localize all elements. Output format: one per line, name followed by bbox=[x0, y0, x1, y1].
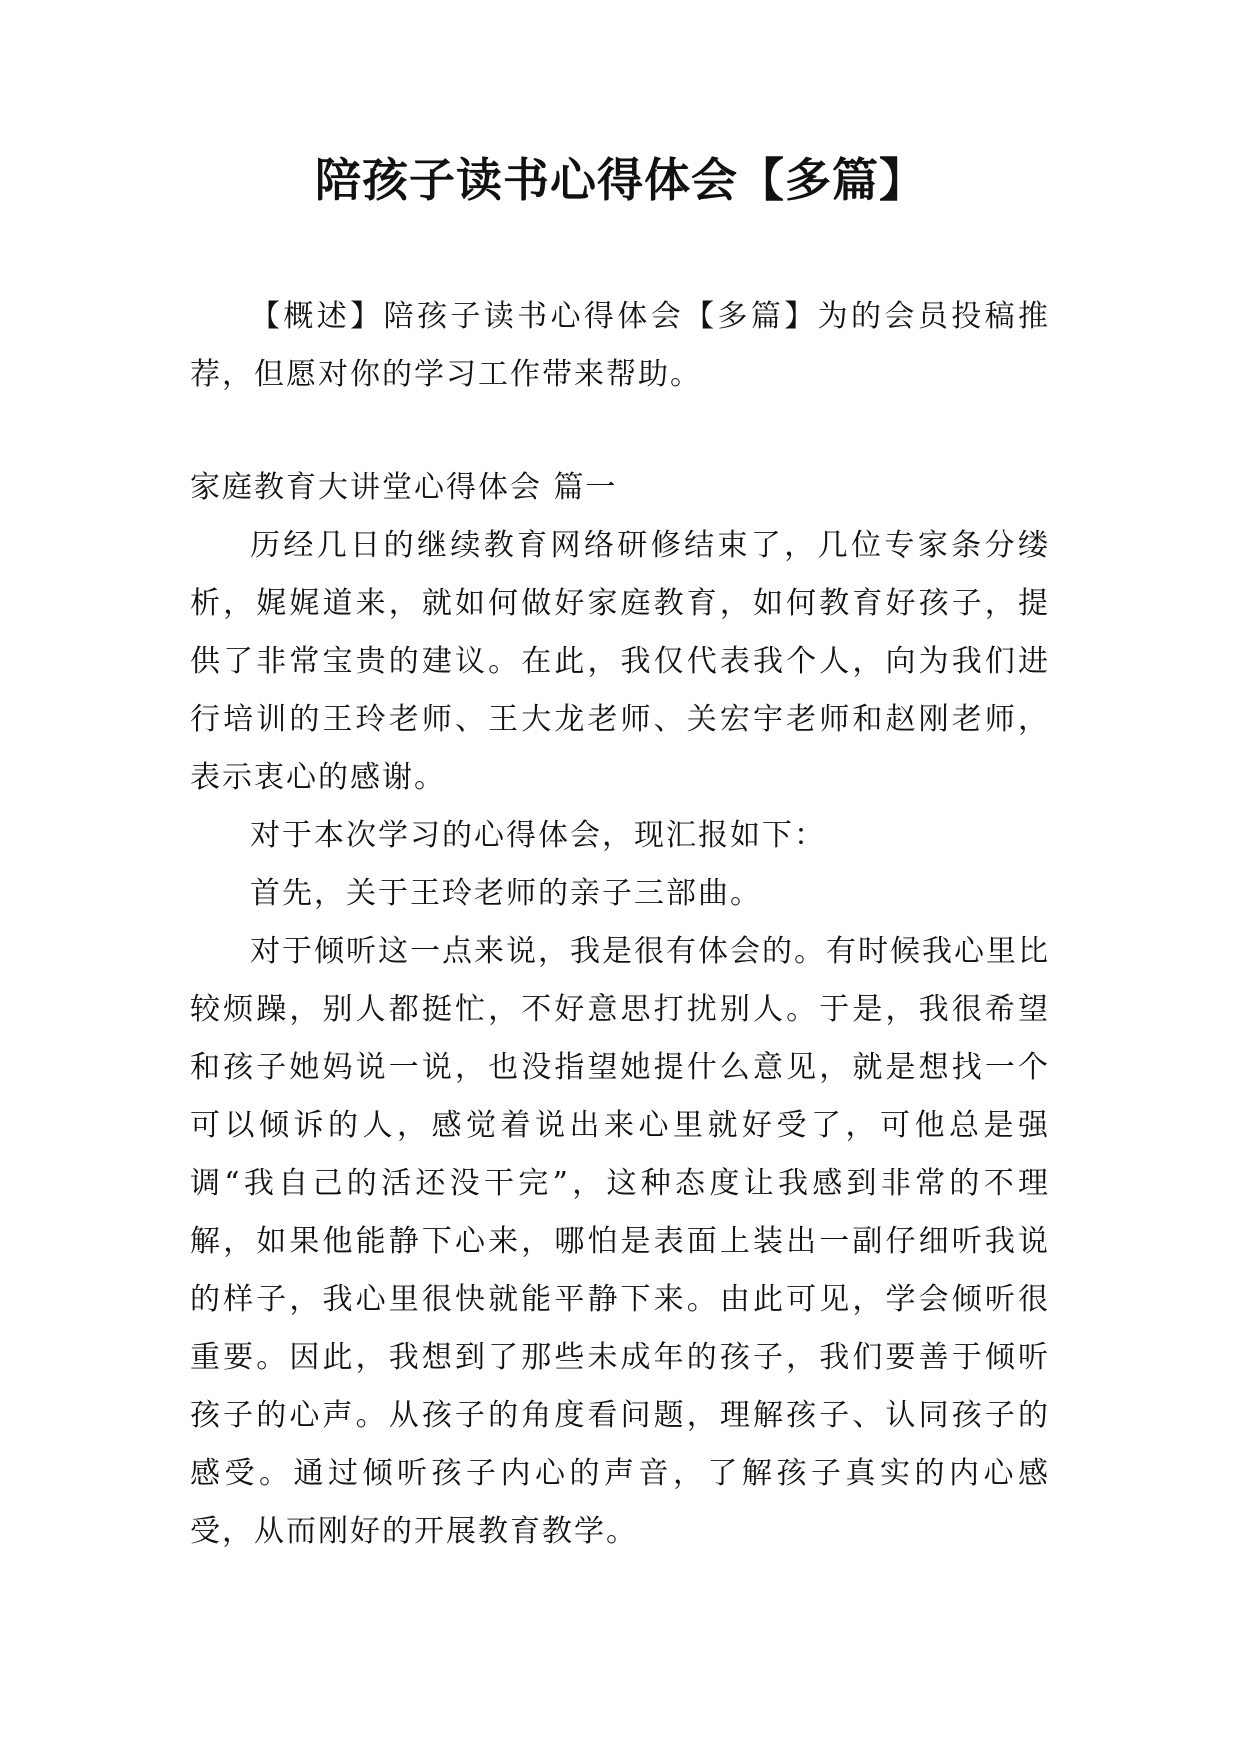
document-title: 陪孩子读书心得体会【多篇】 bbox=[315, 153, 926, 207]
article-body bbox=[190, 459, 1050, 1561]
paragraph-2: 对于本次学习的心得体会，现汇报如下： bbox=[250, 818, 826, 853]
paragraph-4: 对于倾听这一点来说，我是很有体会的。有时候我心里比较烦躁，别人都挺忙，不好意思打扰别人。于是，我很希望和孩子她妈说一说，也没指望她提什么意见，就是想找一个可以倾诉的人，感觉着说出来心里就好受了，可他总是强调“我自己的活还没干完”，这种态度让我感到非常的不理解，如果他能静下心来，哪怕是表面上装出一副仔细听我说的样子，我心里很快就能平静下来。由此可见，学会倾听很重要。因此，我想到了那些未成年的孩子，我们要善于倾听孩子的心声。从孩子的角度看问题，理解孩子、认同孩子的感受。通过倾听孩子内心的声音，了解孩子真实的内心感受，从而刚好的开展教育教学。 bbox=[190, 934, 1050, 1549]
section-heading: 家庭教育大讲堂心得体会 篇一 bbox=[190, 470, 618, 505]
summary-paragraph: 【概述】陪孩子读书心得体会【多篇】为的会员投稿推荐，但愿对你的学习工作带来帮助。 bbox=[190, 299, 1050, 392]
paragraph-1: 历经几日的继续教育网络研修结束了，几位专家条分缕析，娓娓道来，就如何做好家庭教育，如何教育好孩子，提供了非常宝贵的建议。在此，我仅代表我个人，向为我们进行培训的王玲老师、王大龙老师、关宏宇老师和赵刚老师，表示衷心的感谢。 bbox=[190, 528, 1050, 795]
paragraph-3: 首先，关于王玲老师的亲子三部曲。 bbox=[250, 876, 762, 911]
summary-block bbox=[190, 288, 1050, 404]
